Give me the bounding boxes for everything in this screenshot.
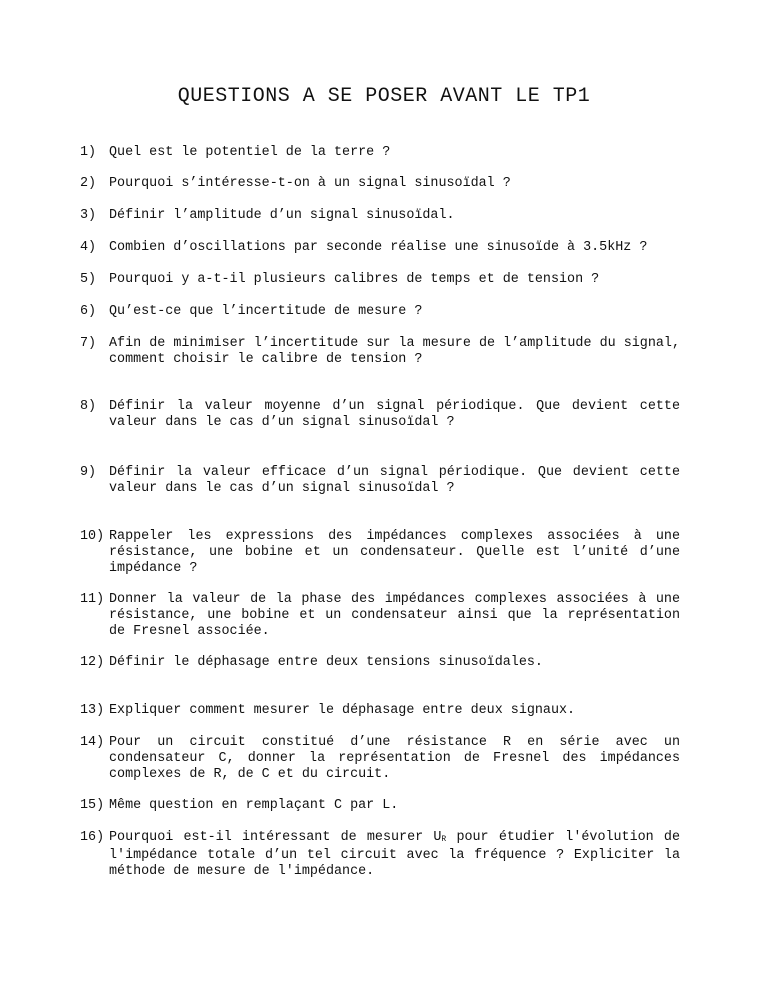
question-number: 14): [80, 735, 105, 750]
question-text: Quel est le potentiel de la terre ?: [109, 145, 391, 160]
question-number: 16): [80, 830, 105, 845]
question-number: 8): [80, 399, 97, 414]
question-3: [80, 208, 680, 224]
question-text: Même question en remplaçant C par L.: [109, 798, 399, 813]
question-text: Pourquoi y a-t-il plusieurs calibres de temps et de tension ?: [109, 272, 600, 287]
question-text: Rappeler les expressions des impédances complexes associées à une résistance, une bobine et un condensateur. Quelle est l’unité d’une impédance ?: [109, 529, 680, 576]
question-number: 2): [80, 176, 97, 191]
question-number: 12): [80, 655, 105, 670]
question-number: 6): [80, 304, 97, 319]
question-text: Pour un circuit constitué d’une résistance R en série avec un condensateur C, donner la représentation de Fresnel des impédances complexes de R, de C et du circuit.: [109, 735, 680, 782]
question-number: 13): [80, 703, 105, 718]
question-number: 5): [80, 272, 97, 287]
page-title: QUESTIONS A SE POSER AVANT LE TP1: [177, 85, 591, 108]
question-text: Pourquoi s’intéresse-t-on à un signal sinusoïdal ?: [109, 176, 511, 191]
question-11: [80, 592, 680, 640]
question-7: [80, 336, 680, 368]
question-text: [109, 830, 680, 880]
question-number: 7): [80, 336, 97, 351]
question-number: 4): [80, 240, 97, 255]
question-number: 15): [80, 798, 105, 813]
question-2: [80, 176, 680, 192]
question-number: 1): [80, 145, 97, 160]
question-15: [80, 798, 680, 814]
question-text: Donner la valeur de la phase des impédances complexes associées à une résistance, une bobine et un condensateur ainsi que la représentation de Fresnel associée.: [109, 592, 680, 639]
question-text: Expliquer comment mesurer le déphasage entre deux signaux.: [109, 703, 576, 718]
subscript-r: R: [441, 835, 447, 844]
question-13: [80, 703, 680, 719]
question-text: Qu’est-ce que l’incertitude de mesure ?: [109, 304, 423, 319]
question-number: 10): [80, 529, 105, 544]
question-text: Définir la valeur moyenne d’un signal périodique. Que devient cette valeur dans le cas d’un signal sinusoïdal ?: [109, 399, 680, 430]
question-12: [80, 655, 680, 671]
question-number: 11): [80, 592, 105, 607]
question-10: [80, 529, 680, 577]
question-text: Combien d’oscillations par seconde réalise une sinusoïde à 3.5kHz ?: [109, 240, 648, 255]
question-number: 9): [80, 465, 97, 480]
question-9: [80, 465, 680, 497]
question-text: Définir l’amplitude d’un signal sinusoïdal.: [109, 208, 455, 223]
question-16: [80, 830, 680, 880]
question-6: [80, 304, 680, 320]
question-text: Afin de minimiser l’incertitude sur la mesure de l’amplitude du signal, comment choisir le calibre de tension ?: [109, 336, 680, 367]
question-8: [80, 399, 680, 431]
question-text-after: pour étudier l'évolution de l'impédance totale d’un tel circuit avec la fréquence ? Expliciter la méthode de mesure de l'impédance.: [109, 830, 680, 879]
question-text: Définir la valeur efficace d’un signal périodique. Que devient cette valeur dans le cas d’un signal sinusoïdal ?: [109, 465, 680, 496]
question-text-before: Pourquoi est-il intéressant de mesurer U: [109, 830, 442, 845]
question-number: 3): [80, 208, 97, 223]
question-14: [80, 735, 680, 783]
question-1: [80, 145, 680, 161]
question-text: Définir le déphasage entre deux tensions sinusoïdales.: [109, 655, 543, 670]
question-5: [80, 272, 680, 288]
question-4: [80, 240, 680, 256]
